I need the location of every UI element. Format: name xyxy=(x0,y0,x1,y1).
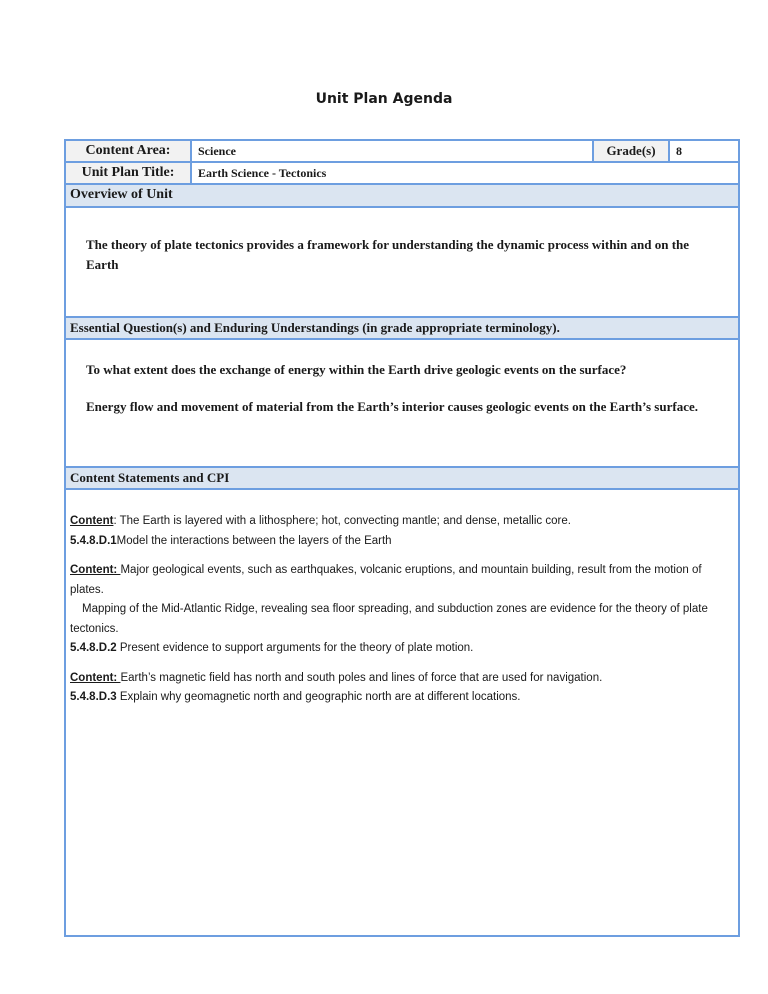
content-text: Major geological events, such as earthquakes, volcanic eruptions, and mountain building, result from the motion of plates. xyxy=(70,564,702,596)
cpi-item xyxy=(70,669,734,708)
overview-body xyxy=(66,208,738,316)
essential-body xyxy=(66,340,738,466)
unit-plan-table xyxy=(64,139,740,937)
cpi-code: 5.4.8.D.3 xyxy=(70,691,117,703)
page-title: Unit Plan Agenda xyxy=(315,91,453,107)
content-separator: : xyxy=(113,515,120,527)
content-extra: Mapping of the Mid-Atlantic Ridge, revealing sea floor spreading, and subduction zones are evidence for the theory of plate tectonics. xyxy=(70,603,708,635)
content-label: Content: xyxy=(70,564,121,576)
enduring-understanding: Energy flow and movement of material from the Earth’s interior causes geologic events on the Earth’s surface. xyxy=(86,399,698,414)
overview-heading: Overview of Unit xyxy=(66,185,738,206)
unit-title-row xyxy=(66,163,738,183)
cpi-code-text: Explain why geomagnetic north and geographic north are at different locations. xyxy=(116,691,521,703)
unit-title-label: Unit Plan Title: xyxy=(66,163,190,183)
overview-text: The theory of plate tectonics provides a framework for understanding the dynamic process within and on the Earth xyxy=(86,237,690,272)
content-area-label: Content Area: xyxy=(66,141,190,161)
cpi-code: 5.4.8.D.1 xyxy=(70,534,117,547)
content-text: Earth’s magnetic field has north and south poles and lines of force that are used for navigation. xyxy=(120,671,603,684)
grade-value: 8 xyxy=(676,144,682,158)
cpi-code-text: Model the interactions between the layers of the Earth xyxy=(116,534,392,547)
unit-title-value: Earth Science - Tectonics xyxy=(198,166,327,180)
content-area-row xyxy=(66,141,738,161)
grade-label: Grade(s) xyxy=(594,141,668,161)
column-divider xyxy=(668,141,670,161)
content-label: Content: xyxy=(70,671,121,684)
content-text: The Earth is layered with a lithosphere; hot, convecting mantle; and dense, metallic core. xyxy=(119,515,571,527)
cpi-item xyxy=(70,561,734,659)
content-label: Content xyxy=(70,515,114,527)
content-area-value: Science xyxy=(198,144,236,158)
essential-question: To what extent does the exchange of energy within the Earth drive geologic events on the surface? xyxy=(86,362,627,377)
cpi-item xyxy=(70,512,734,551)
column-divider xyxy=(592,141,594,161)
cpi-heading: Content Statements and CPI xyxy=(66,468,738,488)
essential-heading: Essential Question(s) and Enduring Understandings (in grade appropriate terminology). xyxy=(66,318,738,338)
cpi-body xyxy=(66,490,738,708)
cpi-code-text: Present evidence to support arguments for the theory of plate motion. xyxy=(116,642,474,654)
cpi-code: 5.4.8.D.2 xyxy=(70,642,117,654)
